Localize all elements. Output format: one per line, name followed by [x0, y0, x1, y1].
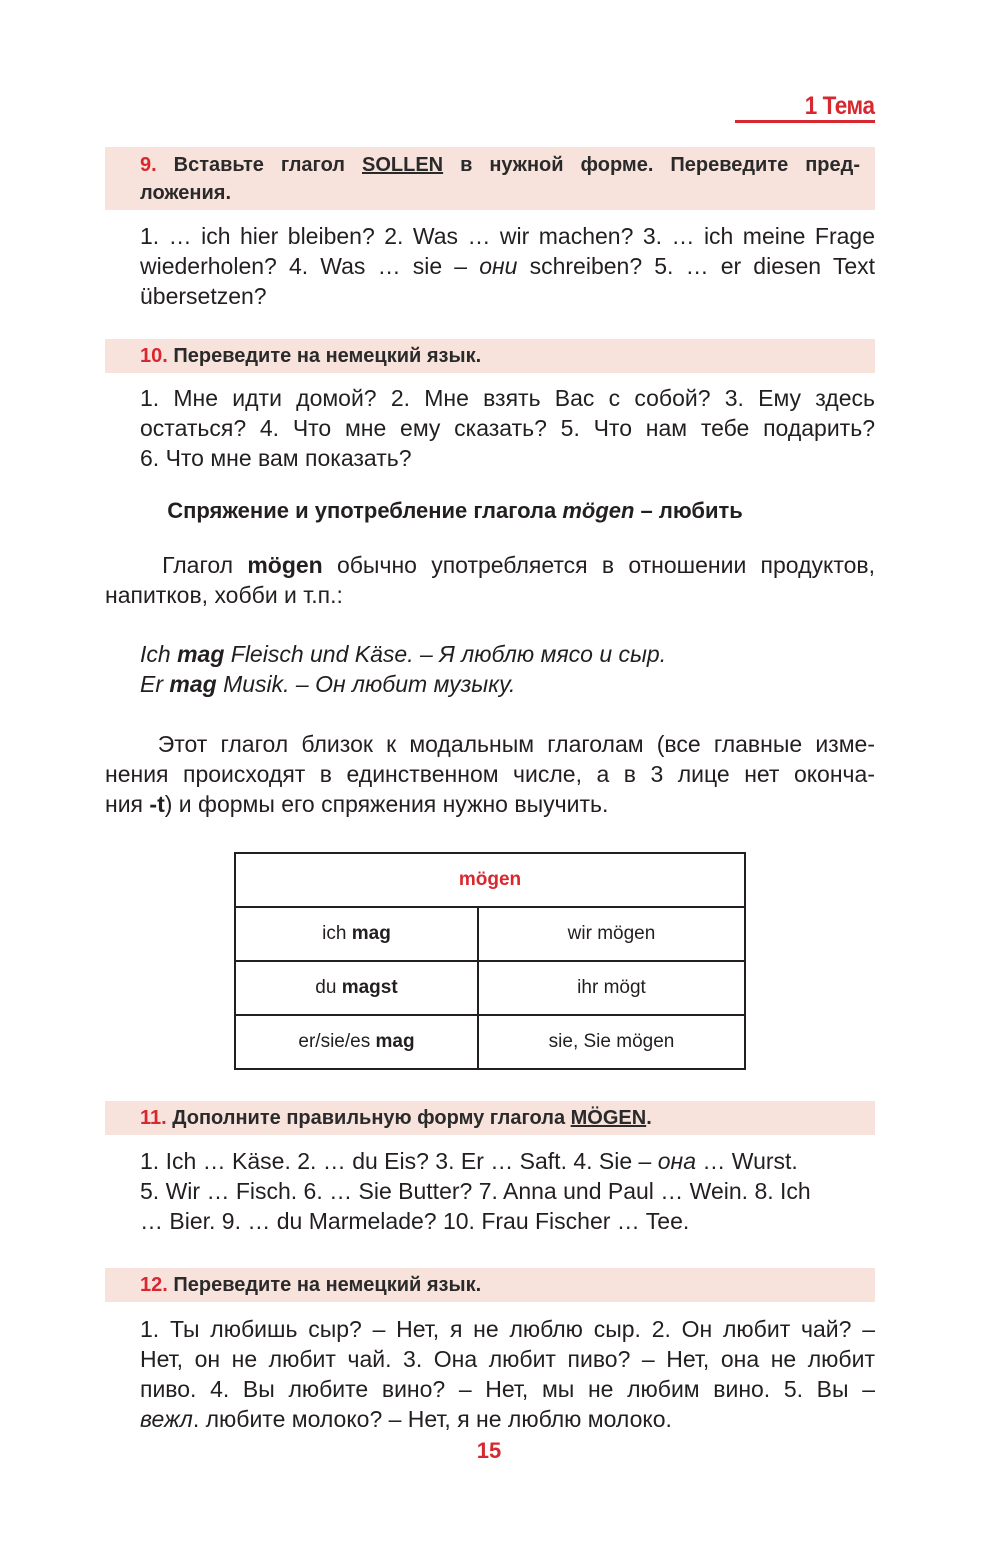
exercise-12-task-box — [105, 1268, 875, 1302]
text-line — [140, 1314, 875, 1344]
conjugation-table — [234, 852, 746, 1070]
table-cell — [478, 961, 745, 1015]
table-row — [235, 961, 745, 1015]
text-run: mögen — [562, 498, 635, 523]
text-line — [140, 443, 875, 473]
text-run: Спряжение и употребление глагола — [167, 498, 563, 523]
text-run: … Wurst. — [696, 1148, 798, 1174]
table-row — [235, 907, 745, 961]
text-line — [105, 729, 875, 759]
text-run: Musik. – Он любит музыку. — [216, 671, 516, 697]
text-line — [140, 1206, 875, 1236]
text-line — [140, 1104, 860, 1132]
text-line — [140, 1404, 875, 1434]
exercise-9-body — [140, 221, 875, 311]
text-run: ния — [105, 791, 150, 817]
text-line — [140, 1271, 860, 1299]
text-line — [105, 580, 875, 610]
table-cell — [478, 1015, 745, 1069]
example-sentences — [140, 639, 875, 699]
section-intro — [105, 550, 875, 610]
text-run: ложения. — [140, 182, 232, 204]
exercise-11-task — [105, 1104, 875, 1132]
text-run: Переведите на немецкий язык. — [173, 345, 482, 367]
table-cell — [478, 907, 745, 961]
section-heading — [105, 498, 875, 524]
text-line — [105, 789, 875, 819]
text-run: 10. — [140, 345, 174, 367]
text-run: ihr mögt — [577, 977, 646, 998]
text-run: остаться? 4. Что мне ему сказать? 5. Что нам тебе подарить? — [140, 415, 875, 441]
chapter-header: 1 Тема — [805, 92, 875, 120]
text-run: Этот глагол близок к модальным глаголам (все главные изме- — [105, 731, 875, 757]
text-run: 1. Ich … Käse. 2. … du Eis? 3. Er … Saft. 4. Sie – — [140, 1148, 658, 1174]
text-run: Переведите на немецкий язык. — [173, 1274, 482, 1296]
exercise-10-task — [105, 342, 875, 370]
text-run: … Bier. 9. … du Marmelade? 10. Frau Fischer … Tee. — [140, 1208, 690, 1234]
exercise-11-body — [140, 1146, 875, 1236]
text-line — [140, 221, 875, 251]
text-run: они — [479, 253, 518, 279]
text-run: schreiben? 5. … er diesen Text — [517, 253, 875, 279]
text-run: übersetzen? — [140, 283, 267, 309]
text-run: обычно употребляется в отношении продуктов, — [322, 552, 876, 578]
text-run: в нужной форме. Переведите пред- — [443, 154, 861, 176]
text-run: 11. — [140, 1107, 173, 1129]
text-run: mögen — [247, 552, 323, 578]
text-run: Er — [140, 671, 170, 697]
text-line — [105, 759, 875, 789]
text-run: 12. — [140, 1274, 174, 1296]
table-cell — [235, 907, 478, 961]
text-line — [140, 1374, 875, 1404]
text-line — [140, 1146, 875, 1176]
text-run: sie, Sie mögen — [548, 1031, 675, 1052]
table-cell — [235, 1015, 478, 1069]
text-run: mag — [169, 671, 217, 697]
text-run: -t — [149, 791, 165, 817]
text-line — [140, 383, 875, 413]
text-run: Дополните правильную форму глагола — [172, 1107, 571, 1129]
text-run: напитков, хобби и т.п.: — [105, 582, 343, 608]
text-line — [140, 669, 875, 699]
table-title: mögen — [235, 853, 745, 907]
exercise-9-task — [105, 151, 875, 207]
table-cell — [235, 961, 478, 1015]
exercise-12-body — [140, 1314, 875, 1434]
text-run: Fleisch und Käse. – Я люблю мясо и сыр. — [224, 641, 667, 667]
exercise-12-task — [105, 1271, 875, 1299]
text-run: 6. Что мне вам показать? — [140, 445, 412, 471]
text-run: она — [657, 1148, 696, 1174]
text-run: 9. — [140, 154, 174, 176]
page-number: 15 — [476, 1438, 502, 1463]
text-run: mag — [351, 923, 391, 944]
text-run: ) и формы его спряжения нужно выучить. — [164, 791, 609, 817]
text-line — [140, 1344, 875, 1374]
text-line — [140, 251, 875, 281]
text-run: SOLLEN — [361, 154, 444, 176]
text-run: MÖGEN — [570, 1107, 647, 1129]
text-run: wiederholen? 4. Was … sie – — [140, 253, 480, 279]
text-run: Глагол — [105, 552, 248, 578]
text-run: du — [315, 977, 342, 998]
text-run: Вставьте глагол — [173, 154, 362, 176]
section-note — [105, 729, 875, 819]
text-run: нения происходят в единственном числе, а в 3 лице нет оконча- — [105, 761, 875, 787]
text-run: magst — [341, 977, 398, 998]
text-run: mag — [177, 641, 225, 667]
text-line — [140, 1176, 875, 1206]
exercise-10-task-box — [105, 339, 875, 373]
text-run: mag — [375, 1031, 415, 1052]
text-run: вежл — [140, 1406, 193, 1432]
text-run: wir mögen — [567, 923, 656, 944]
text-run: пиво. 4. Вы любите вино? – Нет, мы не любим вино. 5. Вы – — [140, 1376, 875, 1402]
text-line — [105, 550, 875, 580]
exercise-10-body — [140, 383, 875, 473]
text-run: . любите молоко? – Нет, я не люблю молоко. — [192, 1406, 672, 1432]
text-run: 1. Мне идти домой? 2. Мне взять Вас с собой? 3. Ему здесь — [140, 385, 875, 411]
text-run: 5. Wir … Fisch. 6. … Sie Butter? 7. Anna und Paul … Wein. 8. Ich — [140, 1178, 811, 1204]
text-line — [140, 281, 875, 311]
text-line — [105, 498, 805, 524]
text-run: ich — [322, 923, 352, 944]
exercise-9-task-box — [105, 147, 875, 210]
text-line — [140, 342, 860, 370]
text-line — [140, 179, 860, 207]
table-row — [235, 1015, 745, 1069]
text-line — [140, 151, 860, 179]
text-run: 1. Ты любишь сыр? – Нет, я не люблю сыр. 2. Он любит чай? – — [140, 1316, 875, 1342]
text-line — [140, 413, 875, 443]
text-run: . — [646, 1107, 652, 1129]
text-run: Ich — [140, 641, 178, 667]
header-rule — [735, 120, 875, 123]
text-line — [140, 639, 875, 669]
text-run: Нет, он не любит чай. 3. Она любит пиво? – Нет, она не любит — [140, 1346, 875, 1372]
exercise-11-task-box — [105, 1101, 875, 1135]
text-run: – любить — [634, 498, 743, 523]
text-run: 1. … ich hier bleiben? 2. Was … wir machen? 3. … ich meine Frage — [140, 223, 875, 249]
text-run: er/sie/es — [298, 1031, 376, 1052]
